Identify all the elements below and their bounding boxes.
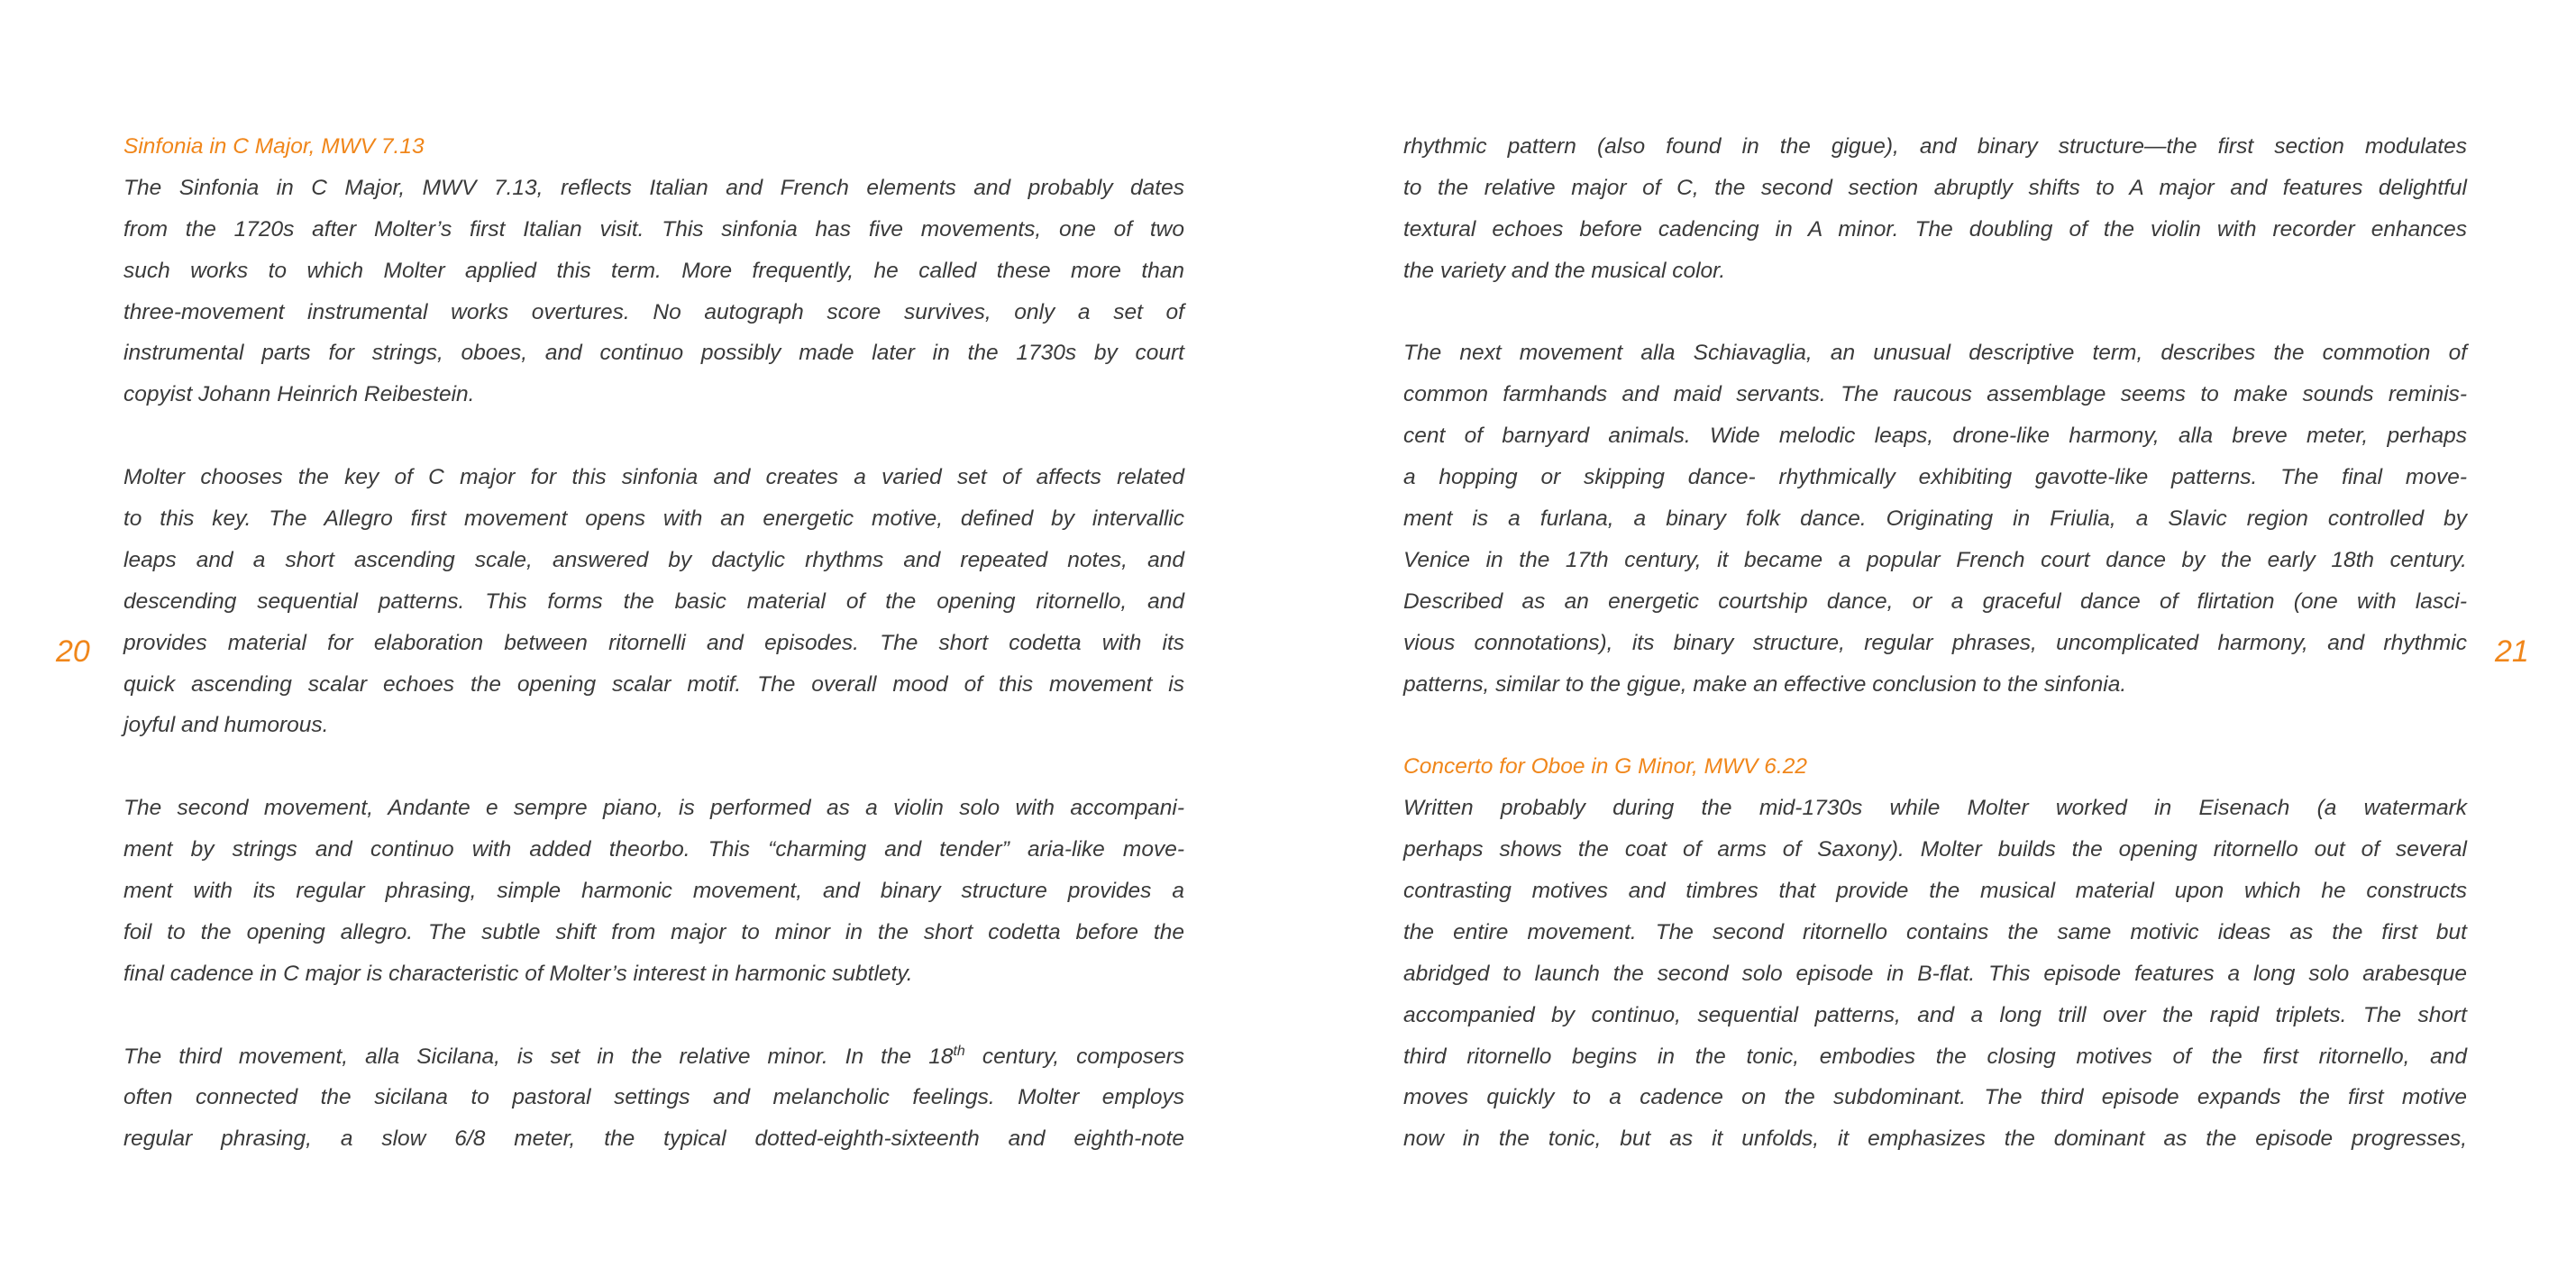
paragraph-line: textural echoes before cadencing in A minor. The doubling of the violin with recorder enhances (1403, 216, 2467, 242)
paragraph-line: often connected the sicilana to pastoral settings and melancholic feelings. Molter employs (123, 1085, 1184, 1110)
paragraph-line: common farmhands and maid servants. The raucous assemblage seems to make sounds reminis- (1403, 382, 2467, 407)
paragraph-line: perhaps shows the coat of arms of Saxony). Molter builds the opening ritornello out of several (1403, 837, 2467, 862)
paragraph-line (123, 1036, 1184, 1078)
paragraph-line: descending sequential patterns. This forms the basic material of the opening ritornello, and (123, 588, 1184, 614)
page-number-left: 20 (56, 634, 90, 669)
paragraph-gap (123, 415, 1184, 457)
paragraph-line: provides material for elaboration between ritornelli and episodes. The short codetta with its (123, 630, 1184, 655)
section-heading: Sinfonia in C Major, MWV 7.13 (123, 134, 425, 159)
paragraph-line: cent of barnyard animals. Wide melodic leaps, drone-like harmony, alla breve meter, perhaps (1403, 424, 2467, 449)
paragraph-line: Written probably during the mid-1730s while Molter worked in Eisenach (a watermark (1403, 796, 2467, 821)
paragraph-line: rhythmic pattern (also found in the gigue), and binary structure—the first section modulates (1403, 134, 2467, 159)
paragraph (123, 168, 1184, 415)
paragraph-line: final cadence in C major is characteristic of Molter’s interest in harmonic subtlety. (123, 961, 913, 986)
paragraph-line: quick ascending scalar echoes the opening scalar motif. The overall mood of this movement is (123, 671, 1184, 697)
paragraph-line: copyist Johann Heinrich Reibestein. (123, 382, 475, 407)
paragraph-gap (1403, 705, 2467, 746)
paragraph-line: Molter chooses the key of C major for this sinfonia and creates a varied set of affects related (123, 465, 1184, 490)
paragraph-line: a hopping or skipping dance- rhythmically exhibiting gavotte-like patterns. The final move- (1403, 465, 2467, 490)
right-page-text (1403, 126, 2467, 1160)
paragraph-line: abridged to launch the second solo episode in B-flat. This episode features a long solo arabesque (1403, 961, 2467, 986)
paragraph-line: now in the tonic, but as it unfolds, it emphasizes the dominant as the episode progresses, (1403, 1126, 2467, 1152)
paragraph-line: to this key. The Allegro first movement opens with an energetic motive, defined by intervallic (123, 506, 1184, 532)
paragraph (123, 788, 1184, 994)
paragraph-gap (123, 995, 1184, 1036)
paragraph-line: three-movement instrumental works overtures. No autograph score survives, only a set of (123, 299, 1184, 324)
paragraph (123, 457, 1184, 746)
paragraph-line: to the relative major of C, the second section abruptly shifts to A major and features delightful (1403, 175, 2467, 200)
paragraph (1403, 126, 2467, 292)
paragraph (1403, 788, 2467, 1160)
paragraph-line: moves quickly to a cadence on the subdominant. The third episode expands the first motive (1403, 1085, 2467, 1110)
paragraph (1403, 333, 2467, 705)
paragraph (123, 1036, 1184, 1161)
paragraph-line: ment with its regular phrasing, simple harmonic movement, and binary structure provides a (123, 879, 1184, 904)
paragraph-line: the variety and the musical color. (1403, 258, 1726, 283)
page-number-right: 21 (2495, 634, 2529, 669)
superscript: th (953, 1043, 965, 1059)
paragraph-line: patterns, similar to the gigue, make an effective conclusion to the sinfonia. (1403, 671, 2127, 697)
paragraph-line: The Sinfonia in C Major, MWV 7.13, reflects Italian and French elements and probably dates (123, 175, 1184, 200)
line-text: The third movement, alla Sicilana, is set in the relative minor. In the 18 (123, 1044, 954, 1069)
paragraph-line: vious connotations), its binary structure, regular phrases, uncomplicated harmony, and rhythmic (1403, 630, 2467, 655)
paragraph-line: the entire movement. The second ritornello contains the same motivic ideas as the first but (1403, 919, 2467, 944)
paragraph-line: third ritornello begins in the tonic, embodies the closing motives of the first ritornello, and (1403, 1044, 2467, 1069)
paragraph-line: from the 1720s after Molter’s first Italian visit. This sinfonia has five movements, one of two (123, 216, 1184, 242)
paragraph-line: regular phrasing, a slow 6/8 meter, the typical dotted-eighth-sixteenth and eighth-note (123, 1126, 1184, 1152)
section-heading: Concerto for Oboe in G Minor, MWV 6.22 (1403, 754, 1807, 780)
paragraph-line: ment by strings and continuo with added theorbo. This “charming and tender” aria-like move- (123, 837, 1184, 862)
paragraph-line: The second movement, Andante e sempre piano, is performed as a violin solo with accompani- (123, 796, 1184, 821)
paragraph-line: contrasting motives and timbres that provide the musical material upon which he constructs (1403, 879, 2467, 904)
paragraph-line: joyful and humorous. (123, 713, 329, 738)
paragraph-line: Described as an energetic courtship dance, or a graceful dance of flirtation (one with lasci- (1403, 588, 2467, 614)
left-page-text (123, 126, 1184, 1160)
paragraph-line: The next movement alla Schiavaglia, an unusual descriptive term, describes the commotion of (1403, 341, 2467, 366)
paragraph-line: such works to which Molter applied this term. More frequently, he called these more than (123, 258, 1184, 283)
line-text: century, composers (964, 1044, 1184, 1069)
paragraph-line: leaps and a short ascending scale, answered by dactylic rhythms and repeated notes, and (123, 547, 1184, 572)
paragraph-line: ment is a furlana, a binary folk dance. Originating in Friulia, a Slavic region controlled by (1403, 506, 2467, 532)
paragraph-line: instrumental parts for strings, oboes, and continuo possibly made later in the 1730s by court (123, 341, 1184, 366)
paragraph-gap (1403, 292, 2467, 333)
paragraph-line: accompanied by continuo, sequential patterns, and a long trill over the rapid triplets. The short (1403, 1002, 2467, 1027)
paragraph-line: Venice in the 17th century, it became a popular French court dance by the early 18th century. (1403, 547, 2467, 572)
paragraph-line: foil to the opening allegro. The subtle shift from major to minor in the short codetta before the (123, 919, 1184, 944)
paragraph-gap (123, 746, 1184, 788)
